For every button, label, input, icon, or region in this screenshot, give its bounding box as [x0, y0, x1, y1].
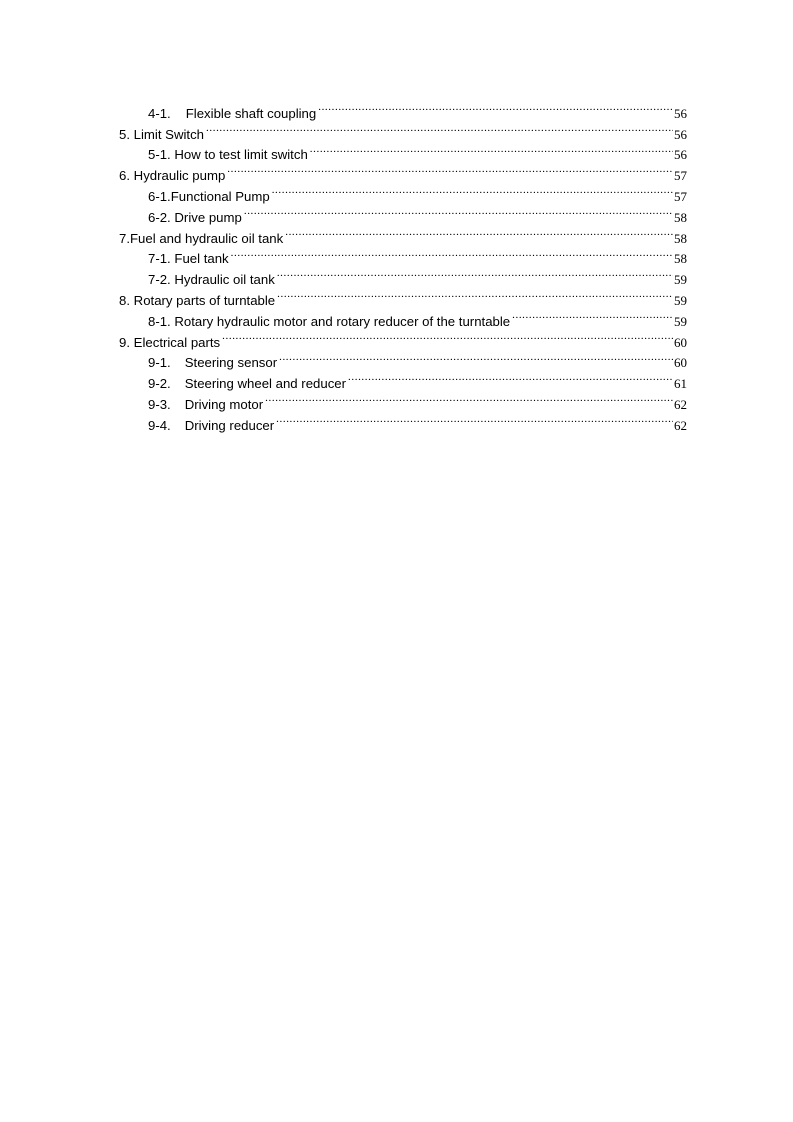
toc-entry-page: 61 — [674, 376, 687, 392]
toc-entry-label — [148, 395, 264, 416]
dot-leader — [348, 367, 673, 388]
toc-entry-page: 56 — [674, 126, 687, 142]
toc-entry-number: 5-1. — [148, 147, 171, 163]
toc-entry-page: 57 — [674, 168, 687, 184]
toc-entry-title: Rotary parts of turntable — [133, 292, 276, 308]
toc-entry-number: 6. — [119, 168, 130, 184]
dot-leader — [277, 284, 673, 305]
toc-entry-page: 58 — [674, 251, 687, 267]
dot-leader — [276, 409, 673, 430]
dot-leader — [265, 388, 673, 409]
toc-entry-page: 58 — [674, 209, 687, 225]
toc-entry-title: Hydraulic oil tank — [174, 272, 275, 288]
toc-entry-number: 9-4. — [148, 417, 171, 433]
dot-leader — [310, 139, 673, 160]
toc-entry-page: 60 — [674, 355, 687, 371]
toc-entry-page: 60 — [674, 334, 687, 350]
toc-entry-page: 57 — [674, 188, 687, 204]
toc-entry-page: 59 — [674, 292, 687, 308]
toc-entry-page: 59 — [674, 313, 687, 329]
dot-leader — [277, 263, 673, 284]
toc-entry-number: 5. — [119, 126, 130, 142]
toc-entry-number: 7-1. — [148, 251, 171, 267]
toc-entry-label — [119, 125, 205, 146]
toc-entry-number: 6-1. — [148, 188, 171, 204]
toc-entry-label — [119, 333, 221, 354]
dot-leader — [206, 118, 673, 139]
toc-entry-title: Hydraulic pump — [133, 168, 226, 184]
toc-entry-title: Steering sensor — [184, 355, 278, 371]
toc-entry-label — [119, 291, 276, 312]
toc-entry-number: 8. — [119, 292, 130, 308]
dot-leader — [279, 347, 673, 368]
toc-entry-label — [148, 270, 276, 291]
toc-entry-title: Fuel and hydraulic oil tank — [130, 230, 284, 246]
toc-entry-label — [148, 416, 275, 437]
toc-entry-number: 9-2. — [148, 376, 171, 392]
toc-entry-title: Driving motor — [184, 396, 264, 412]
toc-entry-title: Flexible shaft coupling — [185, 105, 317, 121]
dot-leader — [285, 222, 673, 243]
toc-entry-label — [148, 249, 230, 270]
toc-entry-number: 7. — [119, 230, 130, 246]
dot-leader — [222, 326, 673, 347]
table-of-contents — [119, 97, 687, 433]
toc-entry-page: 58 — [674, 230, 687, 246]
toc-entry-title: Limit Switch — [133, 126, 205, 142]
toc-entry-page: 62 — [674, 417, 687, 433]
toc-entry-4-1[interactable] — [119, 97, 687, 121]
toc-entry-title: Drive pump — [174, 209, 242, 225]
toc-entry-page: 62 — [674, 396, 687, 412]
toc-entry-label — [148, 208, 243, 229]
toc-entry-title: Electrical parts — [133, 334, 221, 350]
toc-entry-number: 6-2. — [148, 209, 171, 225]
dot-leader — [244, 201, 673, 222]
toc-entry-number: 7-2. — [148, 272, 171, 288]
toc-entry-title: Driving reducer — [184, 417, 275, 433]
toc-entry-number: 9-3. — [148, 396, 171, 412]
dot-leader — [231, 243, 673, 264]
toc-entry-title: How to test limit switch — [174, 147, 308, 163]
toc-entry-page: 56 — [674, 147, 687, 163]
toc-entry-title: Functional Pump — [170, 188, 270, 204]
toc-entry-title: Steering wheel and reducer — [184, 376, 347, 392]
toc-entry-title: Fuel tank — [174, 251, 229, 267]
toc-entry-title: Rotary hydraulic motor and rotary reducer of the turntable — [174, 313, 511, 329]
dot-leader — [512, 305, 673, 326]
dot-leader — [272, 180, 673, 201]
toc-entry-number: 4-1. — [148, 105, 171, 121]
toc-entry-page: 59 — [674, 272, 687, 288]
toc-entry-number: 9. — [119, 334, 130, 350]
toc-entry-number: 9-1. — [148, 355, 171, 371]
toc-entry-page: 56 — [674, 105, 687, 121]
dot-leader — [227, 159, 673, 180]
toc-entry-number: 8-1. — [148, 313, 171, 329]
dot-leader — [318, 97, 673, 118]
toc-entry-label — [148, 353, 278, 374]
toc-entry-label — [119, 166, 226, 187]
